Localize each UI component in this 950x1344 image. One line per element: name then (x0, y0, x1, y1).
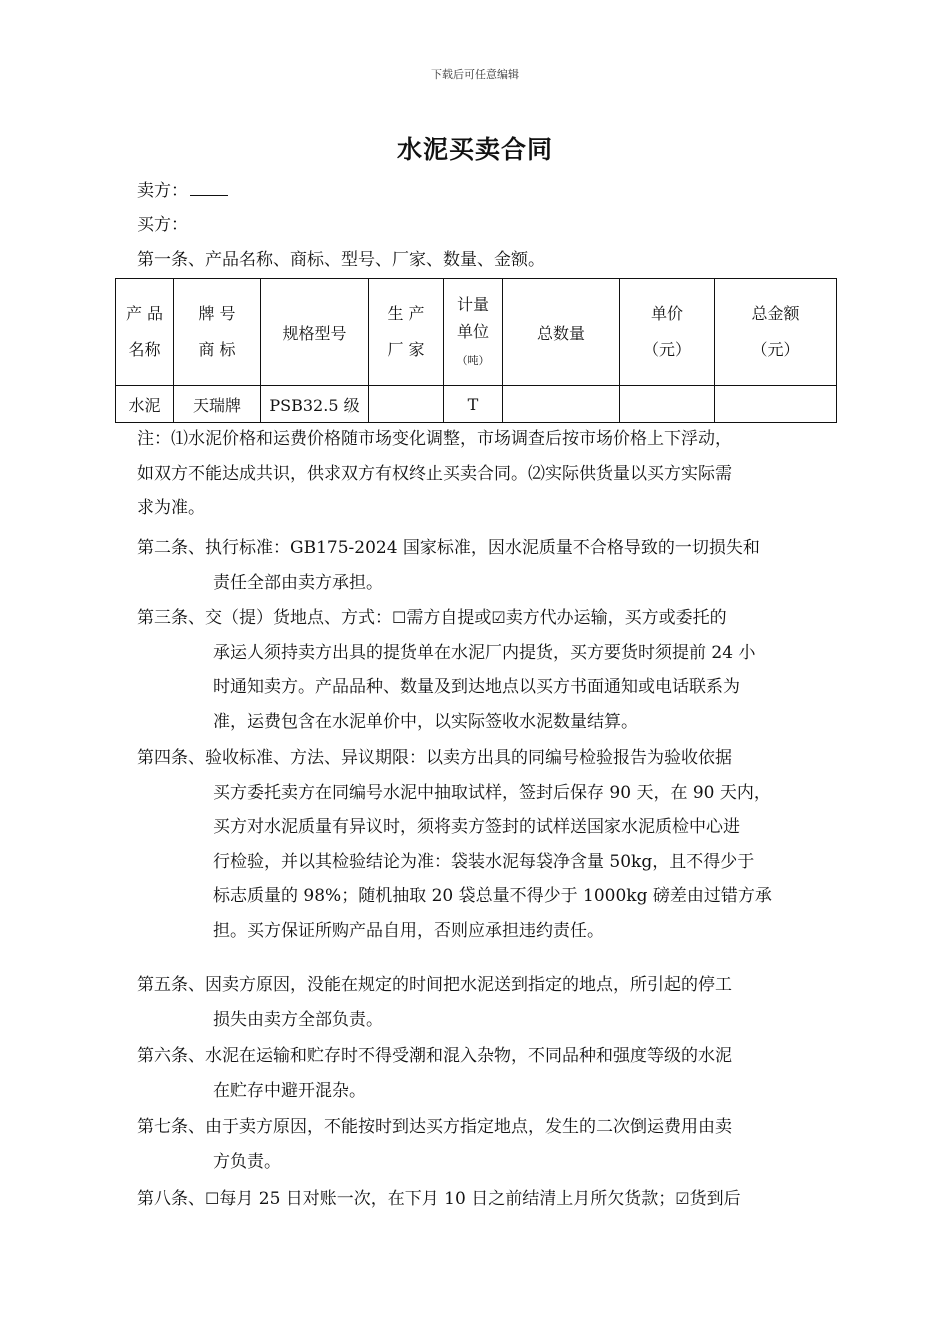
product-table (115, 278, 837, 423)
article-8-text-c: 货到后 (689, 1189, 741, 1209)
seller-line (137, 176, 228, 201)
article-2-line-1: 第二条、执行标准：GB175-2024 国家标准，因水泥质量不合格导致的一切损失和 (137, 538, 760, 558)
self-pickup-checkbox[interactable]: ☐ (392, 608, 407, 627)
header-total-b: （元） (751, 340, 800, 359)
article-5-line-2: 损失由卖方全部负责。 (213, 1009, 383, 1030)
header-unit-a: 计量 (456, 294, 489, 314)
header-unit-b: 单位 (456, 321, 489, 341)
header-note: 下载后可任意编辑 (431, 68, 519, 81)
article-4-line-4: 行检验，并以其检验结论为准：袋装水泥每袋净含量 50kg，且不得少于 (213, 851, 755, 872)
article-7-line-2: 方负责。 (213, 1151, 281, 1172)
article-6-line-2: 在贮存中避开混杂。 (213, 1080, 366, 1101)
header-product-name-a: 产 品 (125, 304, 164, 323)
article-8-text-a: 第八条、 (137, 1189, 205, 1209)
table-row (116, 386, 837, 423)
article-3-text-b: 需方自提或 (406, 608, 492, 628)
article-3-line-3: 时通知卖方。产品品种、数量及到达地点以买方书面通知或电话联系为 (213, 677, 740, 697)
header-maker (369, 279, 444, 386)
cell-price (620, 386, 715, 423)
header-product-name-b: 名称 (128, 340, 161, 359)
header-price-a: 单价 (650, 304, 683, 323)
cell-total (715, 386, 837, 423)
header-unit-c: （吨） (456, 353, 490, 367)
pay-on-delivery-checkbox[interactable]: ☑ (675, 1189, 690, 1208)
note-line-1: 注：⑴水泥价格和运费价格随市场变化调整，市场调查后按市场价格上下浮动， (137, 429, 732, 449)
article-3-line-1 (137, 601, 755, 636)
article-7 (137, 1110, 732, 1179)
article-3-line-4: 准，运费包含在水泥单价中，以实际签收水泥数量结算。 (213, 711, 638, 732)
article-4-line-1: 第四条、验收标准、方法、异议期限：以卖方出具的同编号检验报告为验收依据 (137, 748, 732, 768)
header-brand-a: 牌 号 (198, 304, 236, 323)
header-maker-a: 生 产 (387, 304, 425, 323)
header-brand (174, 279, 261, 386)
article-1: 第一条、产品名称、商标、型号、厂家、数量、金额。 (137, 250, 545, 270)
article-4-line-5: 标志质量的 98%；随机抽取 20 袋总量不得少于 1000kg 磅差由过错方承 (213, 886, 772, 906)
header-spec: 规格型号 (261, 279, 369, 386)
article-3-text-a: 第三条、交（提）货地点、方式： (137, 608, 392, 628)
header-brand-b: 商 标 (198, 340, 236, 359)
article-4-line-2: 买方委托卖方在同编号水泥中抽取试样，签封后保存 90 天，在 90 天内， (213, 782, 771, 803)
buyer-label: 买方： (137, 215, 188, 235)
article-4 (137, 741, 772, 948)
article-2 (137, 531, 760, 600)
table-note (137, 422, 732, 526)
cell-brand: 天瑞牌 (174, 386, 261, 423)
article-2-line-2: 责任全部由卖方承担。 (213, 572, 383, 593)
article-5 (137, 968, 732, 1037)
article-8-line-1 (137, 1182, 741, 1217)
article-5-line-1: 第五条、因卖方原因，没能在规定的时间把水泥送到指定的地点，所引起的停工 (137, 975, 732, 995)
article-3 (137, 601, 755, 739)
header-total (715, 279, 837, 386)
seller-blank (190, 181, 228, 196)
buyer-line (137, 210, 188, 235)
header-price (620, 279, 715, 386)
header-total-a: 总金额 (751, 304, 800, 323)
article-4-line-6: 担。买方保证所购产品自用，否则应承担违约责任。 (213, 920, 604, 941)
contract-title: 水泥买卖合同 (396, 135, 553, 164)
header-maker-b: 厂 家 (387, 340, 425, 359)
article-6 (137, 1039, 732, 1108)
header-quantity: 总数量 (503, 279, 620, 386)
article-8 (137, 1182, 741, 1217)
article-8-text-b: 每月 25 日对账一次，在下月 10 日之前结清上月所欠货款； (219, 1189, 676, 1209)
note-line-3: 求为准。 (137, 498, 205, 518)
cell-spec: PSB32.5 级 (261, 386, 369, 423)
cell-quantity (503, 386, 620, 423)
article-6-line-1: 第六条、水泥在运输和贮存时不得受潮和混入杂物，不同品种和强度等级的水泥 (137, 1046, 732, 1066)
header-unit (444, 279, 503, 386)
article-4-line-3: 买方对水泥质量有异议时，须将卖方签封的试样送国家水泥质检中心进 (213, 817, 740, 837)
header-price-b: （元） (642, 340, 691, 359)
cell-product: 水泥 (116, 386, 174, 423)
article-3-line-2: 承运人须持卖方出具的提货单在水泥厂内提货，买方要货时须提前 24 小 (213, 642, 756, 663)
table-header-row (116, 279, 837, 386)
article-3-text-c: 卖方代办运输，买方或委托的 (505, 608, 727, 628)
seller-label: 卖方： (137, 181, 188, 201)
cell-unit: T (444, 386, 503, 423)
monthly-settlement-checkbox[interactable]: ☐ (205, 1189, 220, 1208)
note-line-2: 如双方不能达成共识，供求双方有权终止买卖合同。⑵实际供货量以买方实际需 (137, 463, 732, 484)
seller-delivery-checkbox[interactable]: ☑ (491, 608, 506, 627)
article-7-line-1: 第七条、由于卖方原因，不能按时到达买方指定地点，发生的二次倒运费用由卖 (137, 1117, 732, 1137)
header-product-name (116, 279, 174, 386)
cell-maker (369, 386, 444, 423)
